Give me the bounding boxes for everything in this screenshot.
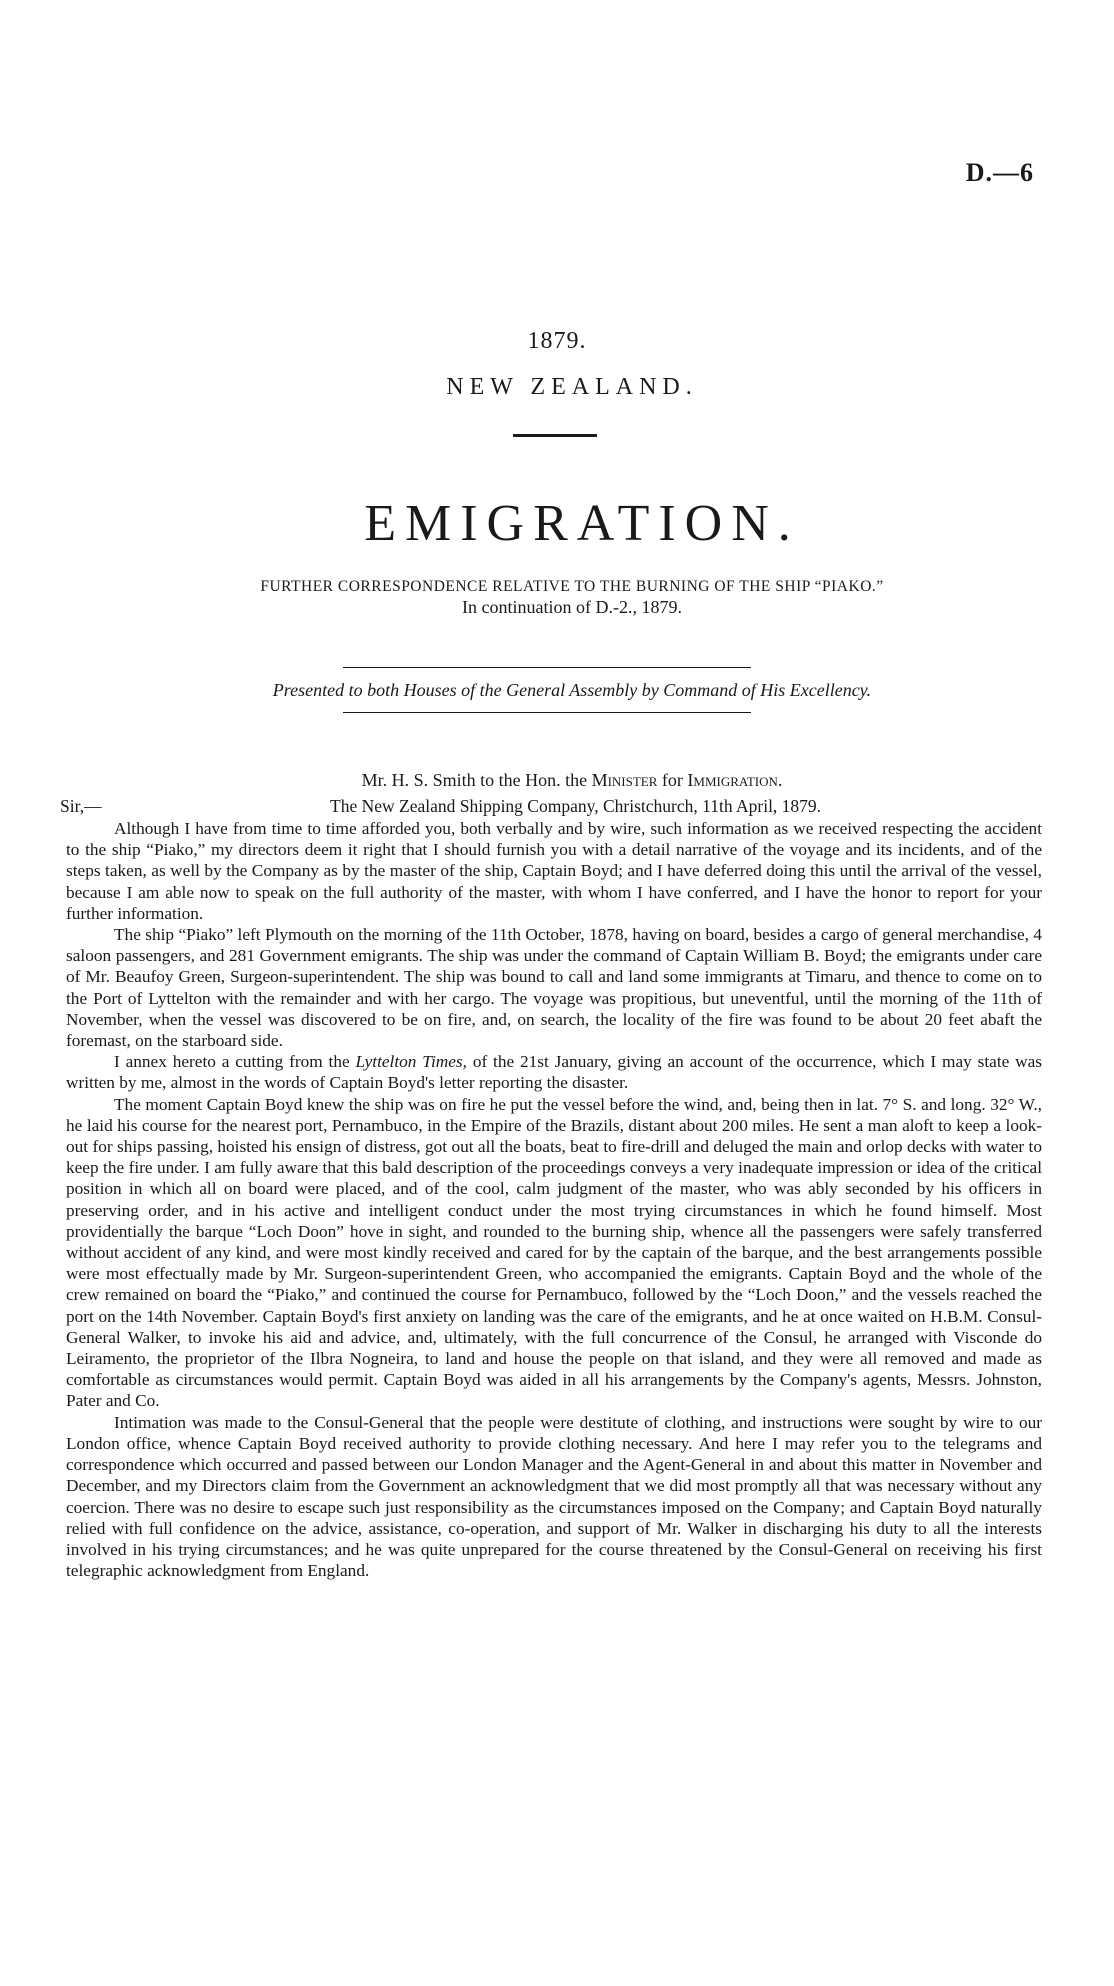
presented-rule-bottom [343, 712, 751, 713]
year: 1879. [527, 328, 587, 354]
letter-department: Immigration. [687, 770, 783, 790]
newspaper-title: Lyttelton Times, [355, 1052, 467, 1072]
paragraph: The moment Captain Boyd knew the ship was on fire he put the vessel before the wind, and, being then in lat. 7° S. and long. 32° W., he laid his course for the nearest port, Pernambuco, in the Empire of the Brazils, distant about 200 miles. He sent a man aloft to keep a look-out for ships passing, hoisted his ensign of distress, got out all the boats, beat to fire-drill and deluged the main and orlop decks with water to keep the fire under. I am fully aware that this bald description of the proceedings conveys a very inadequate impression or idea of the critical position in which all on board were placed, and of the cool, calm judgment of the master, who was ably seconded by his officers in preserving order, and in his active and intelligent conduct under the most trying circumstances in which he found himself. Most providentially the barque “Loch Doon” hove in sight, and rounded to the burning ship, whence all the passengers were safely transferred without accident of any kind, and were most kindly received and cared for by the captain of the barque, and the best arrangements possible were most effectually made by Mr. Surgeon-superintendent Green, who accompanied the emigrants. Captain Boyd and the whole of the crew remained on board the “Piako,” and continued the course for Pernambuco, followed by the “Loch Doon,” and the vessels reached the port on the 14th November. Captain Boyd's first anxiety on landing was the care of the emigrants, and he at once waited on H.B.M. Consul-General Walker, to invoke his aid and advice, and, ultimately, with the full concurrence of the Consul, he arranged with Visconde do Leiramento, the proprietor of the Ilbra Nogneira, to land and house the people on that island, and they were all removed and made as comfortable as circumstances would permit. Captain Boyd was aided in all his arrangements by the Company's agents, Messrs. Johnston, Pater and Co. [66, 1094, 1042, 1411]
paragraph [66, 1051, 1042, 1093]
paragraph: The ship “Piako” left Plymouth on the morning of the 11th October, 1878, having on board, besides a cargo of general merchandise, 4 saloon passengers, and 281 Government emigrants. The ship was under the command of Captain William B. Boyd; the emigrants under care of Mr. Beaufoy Green, Surgeon-superintendent. The ship was bound to call and land some immigrants at Timaru, and thence to come on to the Port of Lyttelton with the remainder and with her cargo. The voyage was propitious, but uneventful, until the morning of the 11th of November, when the vessel was discovered to be on fire, and, on search, the locality of the fire was found to be about 20 feet abaft the foremast, on the starboard side. [66, 925, 1042, 1051]
document-title: EMIGRATION. [364, 495, 800, 552]
letter-from: Mr. H. S. Smith [361, 770, 476, 790]
title-divider [513, 434, 597, 437]
presented-rule-top [343, 667, 751, 668]
dateline: The New Zealand Shipping Company, Christchurch, 11th April, 1879. [330, 796, 822, 816]
paragraph-text: I annex hereto a cutting from the [114, 1052, 350, 1072]
letter-for: for [661, 770, 683, 790]
letter-to-word: to the Hon. the [480, 770, 588, 790]
salutation: Sir,— [60, 796, 102, 816]
document-subtitle: FURTHER CORRESPONDENCE RELATIVE TO THE BURNING OF THE SHIP “PIAKO.” [260, 578, 884, 595]
continuation-note: In continuation of D.-2., 1879. [462, 597, 682, 617]
paragraph: Although I have from time to time afforded you, both verbally and by wire, such information as we received respecting the accident to the ship “Piako,” my directors deem it right that I should furnish you with a detail narrative of the voyage and its incidents, and of the steps taken, as well by the Company as by the master of the ship, Captain Boyd; and I have deferred doing this until the arrival of the vessel, because I am able now to speak on the full authority of the master, with whom I have conferred, and I have the honor to report for your further information. [66, 819, 1042, 923]
paragraph: Intimation was made to the Consul-General that the people were destitute of clothing, and instructions were sought by wire to our London office, whence Captain Boyd received authority to provide clothing necessary. And here I may refer you to the telegrams and correspondence which occurred and passed between our London Manager and the Agent-General in and about this matter in November and December, and my Directors claim from the Government an acknowledgment that we did most promptly all that was necessary without any coercion. There was no desire to escape such just responsibility as the circumstances imposed on the Company; and Captain Boyd naturally relied with full confidence on the advice, assistance, co-operation, and support of Mr. Walker in discharging his duty to all the interests involved in his trying circumstances; and he was quite unprepared for the course threatened by the Consul-General on receiving his first telegraphic acknowledgment from England. [66, 1412, 1042, 1581]
letter-body [66, 818, 1042, 1581]
letter-minister: Minister [591, 770, 658, 790]
paragraph-text: of the 21st January, giving an account of the occurrence, which I may state was written by me, almost in the words of Captain Boyd's letter reporting the disaster. [66, 1052, 1043, 1093]
country-heading: NEW ZEALAND. [446, 374, 698, 400]
letter-heading [0, 770, 1114, 791]
page-reference: D.—6 [965, 158, 1034, 187]
presented-line: Presented to both Houses of the General Assembly by Command of His Excellency. [272, 680, 872, 700]
